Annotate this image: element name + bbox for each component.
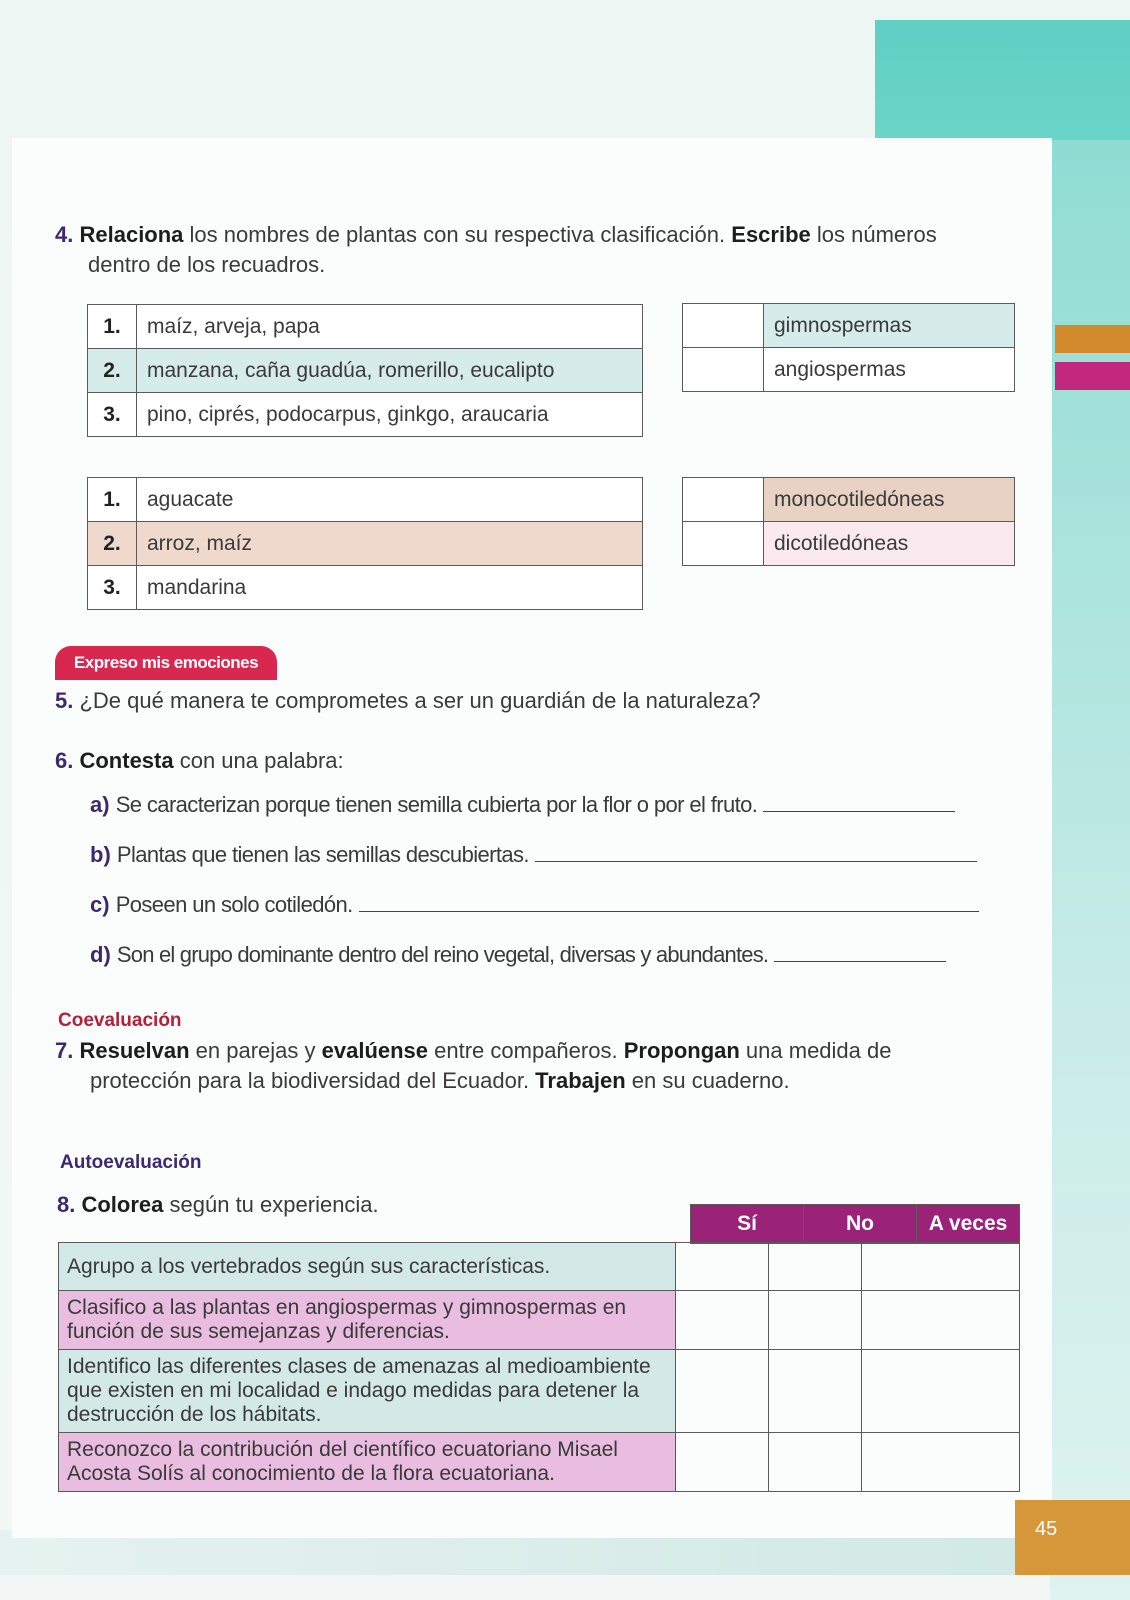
item-number: 3. <box>88 566 137 610</box>
instruction-text: los nombres de plantas con su respectiva clasificación. <box>183 222 732 247</box>
answer-box[interactable] <box>683 348 764 392</box>
color-cell-si[interactable] <box>676 1433 769 1492</box>
answer-line[interactable] <box>763 810 955 812</box>
page-number-box <box>1015 1500 1130 1575</box>
classification-label: gimnospermas <box>764 304 1015 348</box>
question-8 <box>57 1190 379 1220</box>
question-number: 4. <box>55 222 74 247</box>
criterion: Identifico las diferentes clases de amenazas al medioambiente que existen en mi localidad e indago medidas para detener la destrucción de los hábitats. <box>59 1350 676 1433</box>
item-number: 3. <box>88 393 137 437</box>
instruction-verb: Colorea <box>81 1192 164 1217</box>
instruction-text: en parejas y <box>189 1038 322 1063</box>
classification-label: dicotiledóneas <box>764 522 1015 566</box>
question-6-item <box>90 790 1010 820</box>
plants-table-1 <box>87 304 643 437</box>
instruction-text: una medida de <box>739 1038 892 1063</box>
instruction-verb: Escribe <box>731 222 811 247</box>
instruction-text: dentro de los recuadros. <box>88 252 326 277</box>
classification-table-1 <box>682 303 1015 392</box>
question-6-item <box>90 940 1010 970</box>
question-7 <box>55 1036 1025 1096</box>
section-badge: Expreso mis emociones <box>55 646 277 680</box>
instruction-text: los números <box>810 222 937 247</box>
column-header: Sí <box>691 1205 804 1244</box>
classification-label: monocotiledóneas <box>764 478 1015 522</box>
table-row <box>59 1291 1020 1350</box>
section-label: Coevaluación <box>58 1010 182 1031</box>
color-cell-no[interactable] <box>769 1243 862 1291</box>
instruction-verb: Contesta <box>79 748 174 773</box>
plant-names: mandarina <box>137 566 643 610</box>
table-row <box>88 522 643 566</box>
answer-box[interactable] <box>683 478 764 522</box>
plant-names: pino, ciprés, podocarpus, ginkgo, araucaria <box>137 393 643 437</box>
table-row <box>683 478 1015 522</box>
table-row <box>88 349 643 393</box>
instruction-text: en su cuaderno. <box>625 1068 790 1093</box>
question-number: 8. <box>57 1192 76 1217</box>
color-cell-no[interactable] <box>769 1291 862 1350</box>
color-cell-si[interactable] <box>676 1350 769 1433</box>
instruction-text: con una palabra: <box>173 748 344 773</box>
column-header: No <box>804 1205 917 1244</box>
item-letter: c) <box>90 892 110 917</box>
table-row <box>88 393 643 437</box>
instruction-text: protección para la biodiversidad del Ecuador. <box>90 1068 536 1093</box>
plants-table-2 <box>87 477 643 610</box>
section-tab <box>1055 362 1130 390</box>
self-eval-table <box>58 1242 1020 1492</box>
table-row <box>683 522 1015 566</box>
decorative-band <box>1050 140 1130 1600</box>
criterion: Reconozco la contribución del científico ecuatoriano Misael Acosta Solís al conocimiento de la flora ecuatoriana. <box>59 1433 676 1492</box>
table-row <box>683 304 1015 348</box>
table-row <box>88 478 643 522</box>
question-4 <box>55 220 1015 280</box>
instruction-verb: Relaciona <box>79 222 184 247</box>
column-header: A veces <box>917 1205 1020 1244</box>
color-cell-a-veces[interactable] <box>862 1433 1020 1492</box>
item-text: Plantas que tienen las semillas descubiertas. <box>116 842 529 867</box>
instruction-verb: Resuelvan <box>79 1038 190 1063</box>
answer-box[interactable] <box>683 522 764 566</box>
instruction-verb: Trabajen <box>535 1068 626 1093</box>
answer-line[interactable] <box>774 960 946 962</box>
item-number: 1. <box>88 305 137 349</box>
plant-names: manzana, caña guadúa, romerillo, eucalipto <box>137 349 643 393</box>
color-cell-si[interactable] <box>676 1291 769 1350</box>
color-cell-a-veces[interactable] <box>862 1243 1020 1291</box>
self-eval-header <box>690 1204 1020 1244</box>
classification-label: angiospermas <box>764 348 1015 392</box>
table-row <box>88 566 643 610</box>
table-row <box>59 1350 1020 1433</box>
instruction-verb: evalúense <box>321 1038 429 1063</box>
criterion: Clasifico a las plantas en angiospermas y gimnospermas en función de sus semejanzas y diferencias. <box>59 1291 676 1350</box>
table-row <box>691 1205 1020 1244</box>
answer-line[interactable] <box>535 860 977 862</box>
item-text: Se caracterizan porque tienen semilla cubierta por la flor o por el fruto. <box>115 792 758 817</box>
color-cell-no[interactable] <box>769 1350 862 1433</box>
item-letter: a) <box>90 792 110 817</box>
plant-names: arroz, maíz <box>137 522 643 566</box>
table-row <box>59 1243 1020 1291</box>
classification-table-2 <box>682 477 1015 566</box>
criterion: Agrupo a los vertebrados según sus características. <box>59 1243 676 1291</box>
table-row <box>88 305 643 349</box>
instruction-verb: Propongan <box>623 1038 740 1063</box>
table-row <box>683 348 1015 392</box>
section-tab <box>1055 325 1130 353</box>
question-number: 5. <box>55 688 74 713</box>
item-number: 2. <box>88 522 137 566</box>
page-number: 45 <box>1035 1518 1058 1540</box>
question-5 <box>55 686 761 716</box>
section-label: Autoevaluación <box>60 1152 202 1173</box>
question-6-item <box>90 890 1010 920</box>
question-6-item <box>90 840 1010 870</box>
table-row <box>59 1433 1020 1492</box>
item-letter: d) <box>90 942 111 967</box>
instruction-text: según tu experiencia. <box>163 1192 379 1217</box>
answer-box[interactable] <box>683 304 764 348</box>
item-number: 1. <box>88 478 137 522</box>
question-number: 6. <box>55 748 74 773</box>
question-number: 7. <box>55 1038 74 1063</box>
item-text: Son el grupo dominante dentro del reino vegetal, diversas y abundantes. <box>116 942 769 967</box>
color-cell-si[interactable] <box>676 1243 769 1291</box>
item-number: 2. <box>88 349 137 393</box>
item-text: Poseen un solo cotiledón. <box>115 892 353 917</box>
color-cell-no[interactable] <box>769 1433 862 1492</box>
answer-line[interactable] <box>359 910 979 912</box>
instruction-text: entre compañeros. <box>428 1038 624 1063</box>
question-text: ¿De qué manera te comprometes a ser un guardián de la naturaleza? <box>79 688 761 713</box>
question-6 <box>55 746 344 776</box>
item-letter: b) <box>90 842 111 867</box>
plant-names: aguacate <box>137 478 643 522</box>
color-cell-a-veces[interactable] <box>862 1350 1020 1433</box>
plant-names: maíz, arveja, papa <box>137 305 643 349</box>
color-cell-a-veces[interactable] <box>862 1291 1020 1350</box>
